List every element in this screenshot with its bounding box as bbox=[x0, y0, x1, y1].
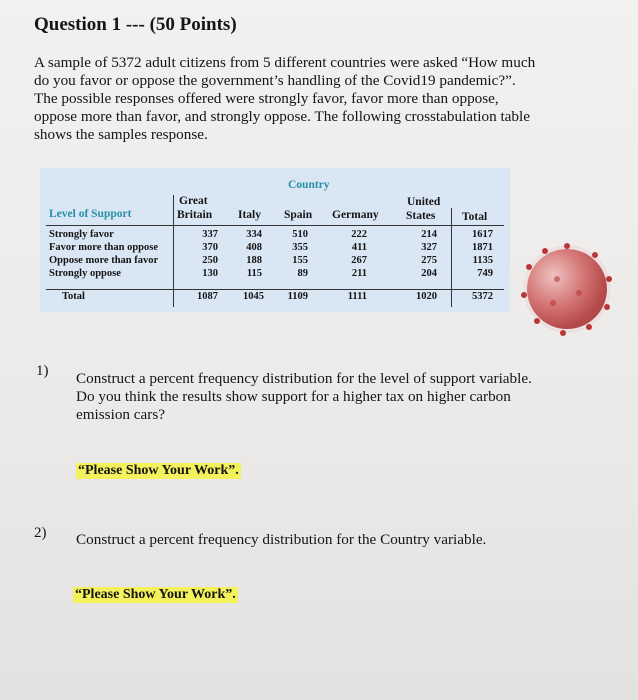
total-cell: 1109 bbox=[287, 291, 308, 302]
table-cell: 334 bbox=[246, 229, 262, 240]
table-cell: 89 bbox=[297, 268, 308, 279]
question-2-number: 2) bbox=[34, 525, 47, 541]
table-cell: 211 bbox=[351, 268, 367, 279]
table-cell: 130 bbox=[202, 268, 218, 279]
col-header-germany: Germany bbox=[332, 209, 379, 221]
col-header-total: Total bbox=[462, 211, 488, 223]
total-cell: 1111 bbox=[347, 291, 367, 302]
table-cell: 510 bbox=[292, 229, 308, 240]
row-header-level-of-support: Level of Support bbox=[49, 208, 132, 220]
row-label-total: Total bbox=[62, 291, 85, 302]
vertical-rule-total bbox=[451, 208, 452, 307]
table-cell: 1617 bbox=[472, 229, 493, 240]
vertical-rule-label bbox=[173, 195, 174, 307]
intro-line: shows the samples response. bbox=[34, 126, 208, 143]
header-rule bbox=[46, 225, 504, 226]
question-2-text bbox=[76, 531, 486, 549]
table-cell: 214 bbox=[421, 229, 437, 240]
row-label-strongly-oppose: Strongly oppose bbox=[49, 268, 121, 279]
country-header: Country bbox=[288, 179, 330, 191]
total-cell: 5372 bbox=[472, 291, 493, 302]
coronavirus-icon bbox=[524, 246, 610, 332]
question-1-number: 1) bbox=[36, 363, 49, 379]
table-cell: 408 bbox=[246, 242, 262, 253]
intro-line: oppose more than favor, and strongly oppose. The following crosstabulation table bbox=[34, 108, 530, 125]
table-cell: 1871 bbox=[472, 242, 493, 253]
table-cell: 749 bbox=[477, 268, 493, 279]
table-cell: 188 bbox=[246, 255, 262, 266]
col-header-spain: Spain bbox=[284, 209, 313, 221]
intro-line: A sample of 5372 adult citizens from 5 different countries were asked “How much bbox=[34, 54, 536, 71]
total-cell: 1087 bbox=[197, 291, 218, 302]
table-cell: 267 bbox=[351, 255, 367, 266]
question-intro bbox=[34, 54, 614, 144]
table-cell: 250 bbox=[202, 255, 218, 266]
table-cell: 337 bbox=[202, 229, 218, 240]
total-rule bbox=[46, 289, 504, 290]
row-label-oppose-more: Oppose more than favor bbox=[49, 255, 159, 266]
row-label-favor-more: Favor more than oppose bbox=[49, 242, 158, 253]
question-1-line: Construct a percent frequency distribution for the level of support variable. bbox=[76, 370, 532, 387]
question-1-text bbox=[76, 370, 532, 424]
total-cell: 1020 bbox=[416, 291, 437, 302]
table-cell: 355 bbox=[292, 242, 308, 253]
col-header-italy: Italy bbox=[238, 209, 261, 221]
question-1-line: Do you think the results show support for a higher tax on higher carbon bbox=[76, 388, 511, 405]
question-1-show-work: “Please Show Your Work”. bbox=[78, 463, 239, 478]
total-cell: 1045 bbox=[243, 291, 264, 302]
table-cell: 275 bbox=[421, 255, 437, 266]
question-2-show-work: “Please Show Your Work”. bbox=[75, 587, 236, 602]
intro-line: The possible responses offered were strongly favor, favor more than oppose, bbox=[34, 90, 499, 107]
question-heading: Question 1 --- (50 Points) bbox=[34, 14, 237, 35]
table-cell: 327 bbox=[421, 242, 437, 253]
table-cell: 370 bbox=[202, 242, 218, 253]
intro-line: do you favor or oppose the government’s handling of the Covid19 pandemic?”. bbox=[34, 72, 516, 89]
col-header-great-britain-1: Great bbox=[179, 195, 208, 207]
question-1-line: emission cars? bbox=[76, 406, 165, 423]
col-header-united-states-2: States bbox=[406, 210, 436, 222]
table-cell: 411 bbox=[351, 242, 367, 253]
col-header-united-states-1: United bbox=[407, 196, 441, 208]
crosstab-table bbox=[40, 168, 510, 312]
col-header-great-britain-2: Britain bbox=[177, 209, 213, 221]
table-cell: 222 bbox=[351, 229, 367, 240]
table-cell: 115 bbox=[246, 268, 262, 279]
question-2-line: Construct a percent frequency distribution for the Country variable. bbox=[76, 531, 487, 548]
table-cell: 155 bbox=[292, 255, 308, 266]
row-label-strongly-favor: Strongly favor bbox=[49, 229, 114, 240]
table-cell: 1135 bbox=[472, 255, 493, 266]
table-cell: 204 bbox=[421, 268, 437, 279]
